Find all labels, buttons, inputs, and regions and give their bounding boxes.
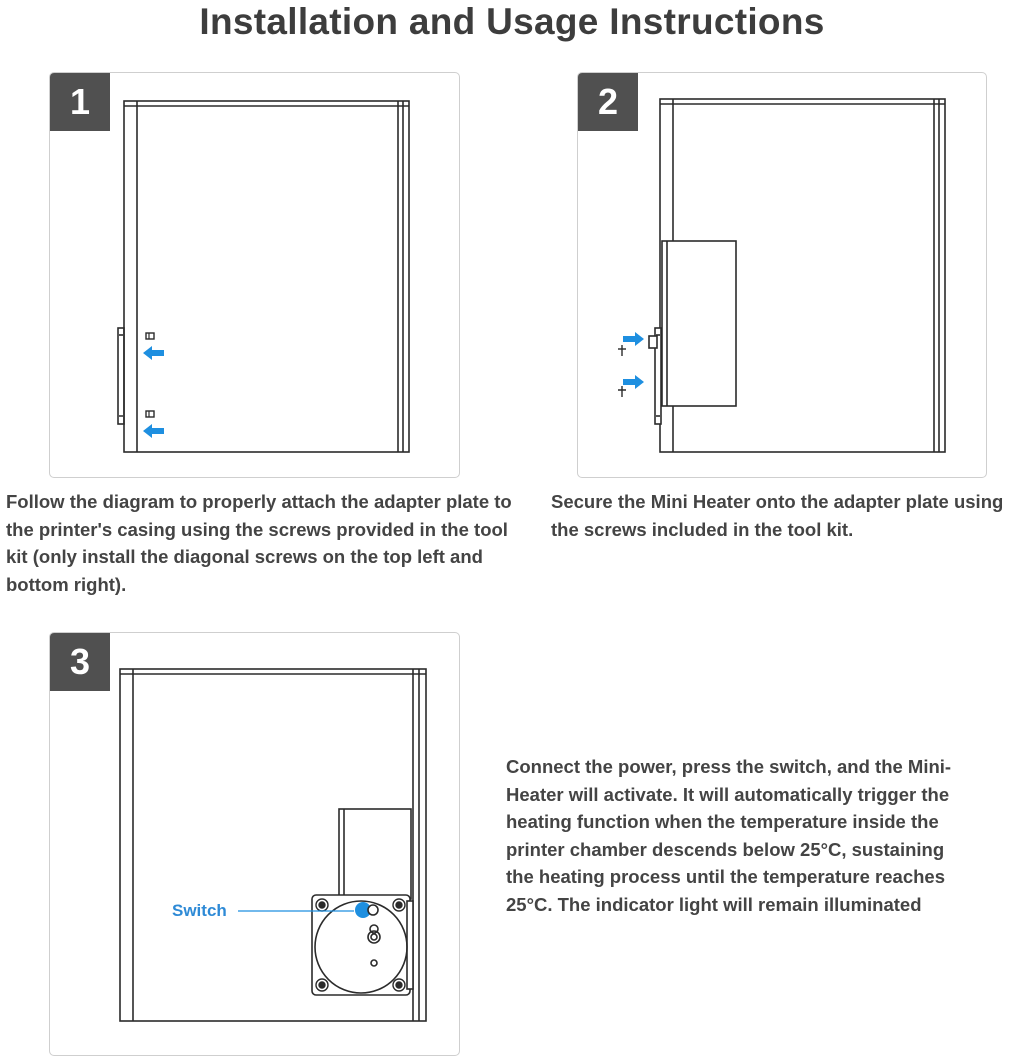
page-title: Installation and Usage Instructions: [199, 1, 825, 42]
step-3-description: Connect the power, press the switch, and the Mini-Heater will activate. It will automatically trigger the heating function when the temperature inside the printer chamber descends below 25°C, sustaining the heating process until the temperature reaches 25°C. The indicator light will remain illuminated: [506, 756, 952, 915]
step-1-description: Follow the diagram to properly attach the adapter plate to the printer's casing using the screws provided in the tool kit (only install the diagonal screws on the top left and bottom right).: [6, 491, 512, 595]
bolt: [316, 899, 328, 911]
bolt: [393, 899, 405, 911]
arrow-left-icon: [143, 424, 164, 438]
step-3-panel: [49, 632, 460, 1056]
step-1-diagram: [50, 73, 460, 478]
bolt: [393, 979, 405, 991]
screw-top: [146, 333, 154, 339]
screw-bottom: [618, 386, 626, 397]
bolt: [316, 979, 328, 991]
step-2-description: Secure the Mini Heater onto the adapter plate using the screws included in the tool kit.: [551, 491, 1004, 540]
step-2-panel: [577, 72, 987, 478]
arrow-left-icon: [143, 346, 164, 360]
screw-top: [618, 345, 626, 356]
step-1-panel: [49, 72, 460, 478]
screw-bottom: [146, 411, 154, 417]
switch-label: Switch: [172, 901, 227, 920]
step-3-diagram: [50, 633, 460, 1056]
arrow-right-icon: [623, 375, 644, 389]
step-2-badge: 2: [578, 73, 638, 131]
step-2-diagram: [578, 73, 987, 478]
arrow-right-icon: [623, 332, 644, 346]
indicator-light: [368, 905, 378, 915]
step-3-badge: 3: [50, 633, 110, 691]
step-1-badge: 1: [50, 73, 110, 131]
